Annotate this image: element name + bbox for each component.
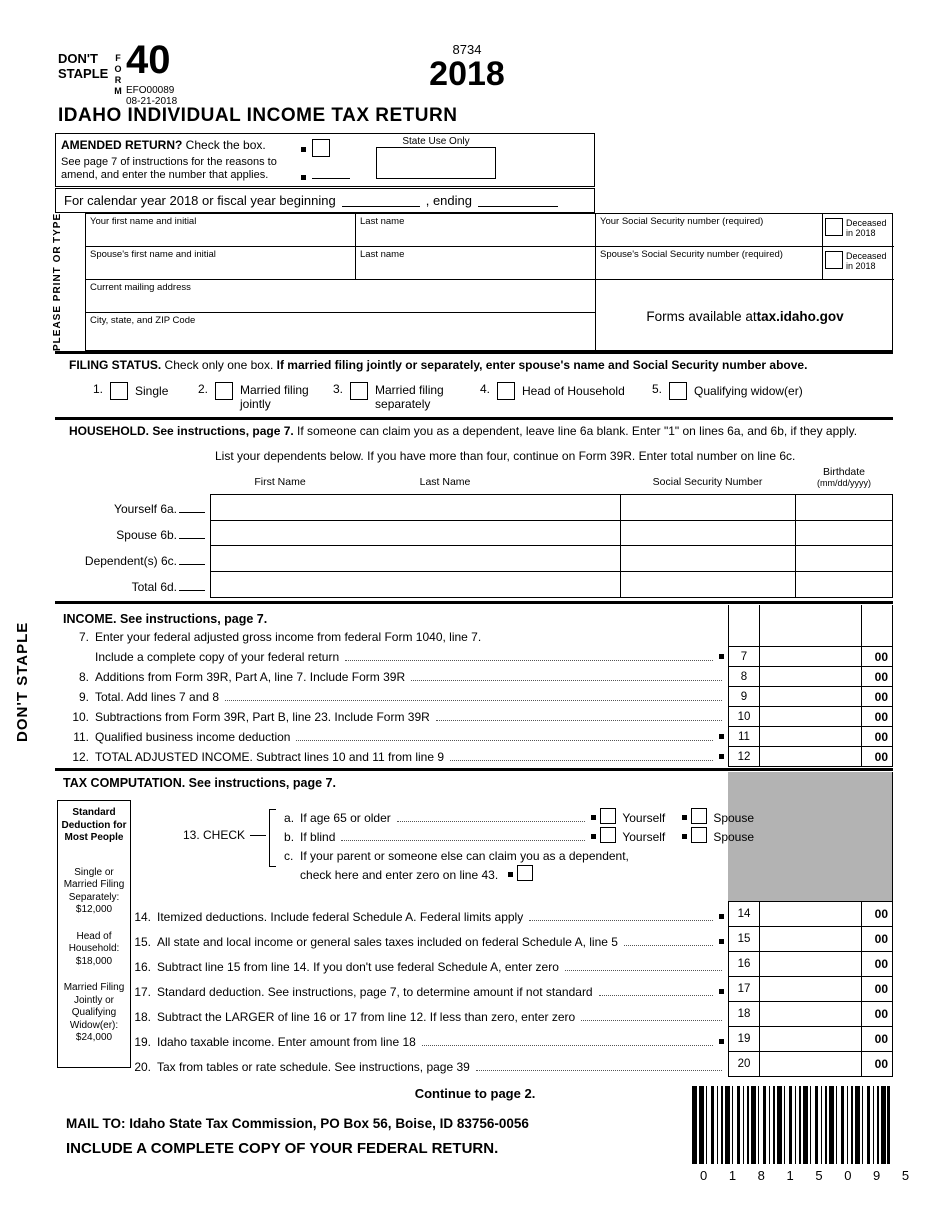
section-divider <box>55 601 893 604</box>
line-9-text: Total. Add lines 7 and 8 <box>95 690 220 704</box>
household-row-label-spouse: Spouse 6b. <box>55 528 205 542</box>
column-header-first-name: First Name <box>254 476 306 488</box>
amended-note-line2: amend, and enter the number that applies. <box>61 169 269 181</box>
line-12-box-number: 12 <box>728 747 760 766</box>
section-divider <box>55 768 893 771</box>
line-13b-row <box>284 825 754 844</box>
last-name-field[interactable] <box>356 214 596 247</box>
line-8-cents: 00 <box>861 667 892 686</box>
line-13-bracket <box>269 809 276 867</box>
income-header-columns <box>728 605 893 629</box>
line-19-number: 19. <box>134 1035 151 1049</box>
line-12-row <box>728 747 893 767</box>
line-17-number: 17. <box>134 985 151 999</box>
household-section <box>55 424 893 601</box>
line-17-text: Standard deduction. See instructions, page 7, to determine amount if not standard <box>157 985 593 999</box>
calendar-year-row <box>55 188 595 213</box>
line-14-amount[interactable] <box>760 902 861 926</box>
line-12-number: 12. <box>72 750 89 764</box>
line-13c-row2 <box>284 863 754 882</box>
line-14-box-number: 14 <box>728 902 760 926</box>
dont-staple-warning <box>58 52 108 82</box>
spouse-last-name-label: Last name <box>360 249 405 260</box>
blind-spouse-checkbox[interactable] <box>691 827 707 843</box>
line-14-number: 14. <box>134 910 151 924</box>
dot-leader <box>476 1070 722 1071</box>
filing-checkbox-head-of-household[interactable] <box>497 382 515 400</box>
dot-leader <box>296 740 713 741</box>
amended-return-checkbox[interactable] <box>312 139 330 157</box>
calendar-ending-label: , ending <box>425 193 472 208</box>
line-10-number: 10. <box>72 710 89 724</box>
yourself-label: Yourself <box>622 830 666 844</box>
fiscal-year-beginning-field[interactable] <box>342 194 420 207</box>
filing-status-option-single <box>93 382 168 400</box>
line-10-box-number: 10 <box>728 707 760 726</box>
line-13c-text2: check here and enter zero on line 43. <box>300 868 499 882</box>
line-20-amount[interactable] <box>760 1052 861 1076</box>
line-6d-field[interactable] <box>179 581 205 591</box>
line-13a-letter: a. <box>284 811 295 825</box>
line-15-number: 15. <box>134 935 151 949</box>
line-11-number: 11. <box>73 730 89 744</box>
doc-code: 8734 <box>452 42 482 57</box>
line-15-row <box>728 927 893 952</box>
line-19-amount[interactable] <box>760 1027 861 1051</box>
line-9-number: 9. <box>78 690 89 704</box>
line-17-cents: 00 <box>861 977 892 1001</box>
filing-checkbox-married-separately[interactable] <box>350 382 368 400</box>
age65-spouse-checkbox[interactable] <box>691 808 707 824</box>
line-6c-field[interactable] <box>179 555 205 565</box>
last-name-label: Last name <box>360 216 405 227</box>
deceased-label: Deceased in 2018 <box>846 218 887 239</box>
line-20-cents: 00 <box>861 1052 892 1076</box>
option-label: Qualifying widow(er) <box>694 384 803 398</box>
line-15-box-number: 15 <box>728 927 760 951</box>
line-16-text: Subtract line 15 from line 14. If you don't use federal Schedule A, enter zero <box>157 960 559 974</box>
line-11-cents: 00 <box>861 727 892 746</box>
filing-status-option-head-of-household <box>480 382 625 400</box>
line-7-text: Enter your federal adjusted gross income from federal Form 1040, line 7. <box>95 630 482 644</box>
line-17-box-number: 17 <box>728 977 760 1001</box>
line-19-row <box>728 1027 893 1052</box>
form-word-vertical: FORM <box>113 53 123 97</box>
filing-checkbox-single[interactable] <box>110 382 128 400</box>
bullet-marker <box>591 815 596 820</box>
line-10-text: Subtractions from Form 39R, Part B, line 23. Include Form 39R <box>95 710 430 724</box>
income-section <box>55 605 893 767</box>
line-8-text: Additions from Form 39R, Part A, line 7. Include Form 39R <box>95 670 406 684</box>
side-label-line2: TYPE <box>52 213 63 244</box>
city-state-zip-label: City, state, and ZIP Code <box>90 315 196 326</box>
household-heading: HOUSEHOLD. See instructions, page 7. If someone can claim you as a dependent, leave line 6a blank. Enter "1" on lines 6a, and 6b, if they apply. <box>69 424 858 438</box>
option-label: Married filing jointly <box>240 383 309 411</box>
line-13-dash <box>250 835 266 836</box>
line-20-number: 20. <box>134 1060 151 1074</box>
option-label: Married filing separately <box>375 383 444 411</box>
filing-status-section <box>55 358 893 414</box>
line-7-cents: 00 <box>861 647 892 666</box>
line-13-check-block <box>183 806 754 882</box>
line-10-cents: 00 <box>861 707 892 726</box>
spouse-ssn-field[interactable] <box>596 247 823 280</box>
option-number: 5. <box>652 382 663 396</box>
standard-deduction-hoh: Head of Household: $18,000 <box>68 930 120 967</box>
line-13a-row <box>284 806 754 825</box>
dot-leader <box>411 680 722 681</box>
line-10-amount[interactable] <box>760 707 861 726</box>
spouse-first-name-field[interactable] <box>86 247 356 280</box>
first-name-field[interactable] <box>86 214 356 247</box>
column-header-last-name: Last Name <box>419 476 471 488</box>
line-16-number: 16. <box>134 960 151 974</box>
forms-available-note <box>596 280 894 352</box>
identity-grid <box>85 213 893 351</box>
dot-leader <box>529 920 713 921</box>
bullet-marker <box>682 834 687 839</box>
line-7-number: 7. <box>78 630 89 644</box>
line-12-cents: 00 <box>861 747 892 766</box>
line-20-box-number: 20 <box>728 1052 760 1076</box>
line-7-row <box>728 647 893 667</box>
bullet-marker <box>591 834 596 839</box>
calendar-prefix: For calendar year 2018 or fiscal year beginning <box>64 193 336 208</box>
line-11-row <box>728 727 893 747</box>
spouse-deceased-checkbox[interactable] <box>825 251 843 269</box>
standard-deduction-mfj: Married Filing Jointly or Qualifying Widow(er): $24,000 <box>63 982 125 1043</box>
dependent-birthdate-cell-2[interactable] <box>796 521 892 547</box>
line-13b-text: If blind <box>300 830 336 844</box>
bullet-marker <box>719 989 724 994</box>
filing-status-heading: FILING STATUS. Check only one box. If married filing jointly or separately, enter spouse's name and Social Security number above. <box>69 358 808 372</box>
line-8-number: 8. <box>78 670 89 684</box>
option-number: 4. <box>480 382 491 396</box>
line-8-amount[interactable] <box>760 667 861 686</box>
line-13-label: 13. CHECK <box>183 828 246 842</box>
line-8-box-number: 8 <box>728 667 760 686</box>
line-6a-field[interactable] <box>179 503 205 513</box>
dependent-birthdate-cell-4[interactable] <box>796 572 892 598</box>
section-divider <box>55 417 893 420</box>
dot-leader <box>624 945 713 946</box>
ssn-field[interactable] <box>596 214 823 247</box>
line-18-row <box>728 1002 893 1027</box>
spouse-last-name-field[interactable] <box>356 247 596 280</box>
mailing-address-field[interactable] <box>86 280 596 313</box>
dot-leader <box>225 700 722 701</box>
dot-leader <box>436 720 722 721</box>
ssn-label: Your Social Security number (required) <box>600 216 764 227</box>
dot-leader <box>581 1020 722 1021</box>
filing-status-option-qualifying-widower <box>652 382 803 400</box>
fiscal-year-ending-field[interactable] <box>478 194 558 207</box>
section-divider <box>55 351 893 354</box>
line-13c-letter: c. <box>284 849 294 863</box>
dependent-ssn-cell-3[interactable] <box>621 546 796 572</box>
line-18-cents: 00 <box>861 1002 892 1026</box>
line-18-amount[interactable] <box>760 1002 861 1026</box>
line-16-amount[interactable] <box>760 952 861 976</box>
yourself-label: Yourself <box>622 811 666 825</box>
birthdate-format-hint: (mm/dd/yyyy) <box>817 478 871 488</box>
please-print-or-type-label <box>52 213 82 351</box>
line-16-box-number: 16 <box>728 952 760 976</box>
tax-computation-section <box>55 772 893 1078</box>
line-13b-letter: b. <box>284 830 295 844</box>
barcode-digits: 0 1 8 1 5 0 9 5 <box>700 1168 919 1183</box>
bullet-marker <box>719 1039 724 1044</box>
line-18-text: Subtract the LARGER of line 16 or 17 from line 12. If less than zero, enter zero <box>157 1010 576 1024</box>
line-9-amount[interactable] <box>760 687 861 706</box>
line-11-text: Qualified business income deduction <box>95 730 291 744</box>
dot-leader <box>450 760 713 761</box>
mail-to-instruction: MAIL TO: Idaho State Tax Commission, PO Box 56, Boise, ID 83756-0056 <box>66 1116 529 1131</box>
line-17-row <box>728 977 893 1002</box>
dependent-ssn-cell-1[interactable] <box>621 495 796 521</box>
spouse-deceased-label: Deceased in 2018 <box>846 251 887 272</box>
line-19-text: Idaho taxable income. Enter amount from line 18 <box>157 1035 416 1049</box>
state-use-only-block <box>376 136 496 179</box>
side-label-line1: PLEASE PRINT OR <box>52 245 63 351</box>
dot-leader <box>341 840 585 841</box>
line-7-amount[interactable] <box>760 647 861 666</box>
option-number: 1. <box>93 382 104 396</box>
line-15-cents: 00 <box>861 927 892 951</box>
amended-question <box>61 138 266 152</box>
revision-date: 08-21-2018 <box>126 96 178 107</box>
dont-staple-side-label: DON'T STAPLE <box>14 621 31 743</box>
line-12-amount[interactable] <box>760 747 861 766</box>
amended-question-bold: AMENDED RETURN? <box>61 138 183 152</box>
dot-leader <box>422 1045 713 1046</box>
line-14-cents: 00 <box>861 902 892 926</box>
bullet-marker <box>719 914 724 919</box>
form-title: IDAHO INDIVIDUAL INCOME TAX RETURN <box>58 105 458 126</box>
line-13c-text: If your parent or someone else can claim you as a dependent, <box>300 849 629 863</box>
amended-reason-field[interactable] <box>312 166 350 179</box>
line-19-box-number: 19 <box>728 1027 760 1051</box>
filing-status-option-married-separately <box>333 382 465 412</box>
dot-leader <box>345 660 713 661</box>
deceased-checkbox[interactable] <box>825 218 843 236</box>
spouse-first-name-label: Spouse's first name and initial <box>90 249 216 260</box>
dependent-name-cell-1[interactable] <box>211 495 621 521</box>
option-label: Head of Household <box>522 384 625 398</box>
line-7-box-number: 7 <box>728 647 760 666</box>
dependent-name-cell-4[interactable] <box>211 572 621 598</box>
efo-number: EFO00089 <box>126 85 175 96</box>
bullet-marker <box>719 754 724 759</box>
option-number: 3. <box>333 382 344 396</box>
filing-status-option-married-jointly <box>198 382 330 412</box>
dot-leader <box>599 995 713 996</box>
line-16-cents: 00 <box>861 952 892 976</box>
line-18-box-number: 18 <box>728 1002 760 1026</box>
amended-return-box <box>55 133 595 187</box>
age65-yourself-checkbox[interactable] <box>600 808 616 824</box>
mailing-address-label: Current mailing address <box>90 282 191 293</box>
filing-checkbox-qualifying-widower[interactable] <box>669 382 687 400</box>
spouse-label: Spouse <box>713 830 755 844</box>
dependent-name-cell-2[interactable] <box>211 521 621 547</box>
dont-staple-line2: STAPLE <box>58 65 109 81</box>
bullet-marker <box>719 654 724 659</box>
line-16-row <box>728 952 893 977</box>
tax-year: 2018 <box>429 55 505 93</box>
line-20-row <box>728 1052 893 1077</box>
dont-staple-line1: DON'T <box>58 51 98 66</box>
spouse-ssn-label: Spouse's Social Security number (required) <box>600 249 783 260</box>
option-number: 2. <box>198 382 209 396</box>
state-use-only-label: State Use Only <box>402 136 470 147</box>
line-14-row <box>728 902 893 927</box>
line-6b-field[interactable] <box>179 529 205 539</box>
household-row-label-total: Total 6d. <box>55 580 205 594</box>
claimed-dependent-checkbox[interactable] <box>517 865 533 881</box>
line-20-text: Tax from tables or rate schedule. See instructions, page 39 <box>157 1060 470 1074</box>
continue-to-page-2: Continue to page 2. <box>414 1086 536 1101</box>
line-15-text: All state and local income or general sales taxes included on federal Schedule A, line 5 <box>157 935 618 949</box>
filing-checkbox-married-jointly[interactable] <box>215 382 233 400</box>
line-17-amount[interactable] <box>760 977 861 1001</box>
bullet-marker <box>301 147 306 152</box>
spouse-label: Spouse <box>713 811 755 825</box>
column-header-birthdate: Birthdate (mm/dd/yyyy) <box>795 466 893 488</box>
line-11-box-number: 11 <box>728 727 760 746</box>
amended-question-rest: Check the box. <box>182 138 266 152</box>
dot-leader <box>565 970 722 971</box>
column-header-ssn: Social Security Number <box>652 476 763 488</box>
state-use-only-box <box>376 147 496 179</box>
line-12-text: TOTAL ADJUSTED INCOME. Subtract lines 10 and 11 from line 9 <box>95 750 445 764</box>
bullet-marker <box>719 939 724 944</box>
dependent-ssn-cell-4[interactable] <box>621 572 796 598</box>
line-11-amount[interactable] <box>760 727 861 746</box>
household-row-label-dependents: Dependent(s) 6c. <box>55 554 205 568</box>
dependent-ssn-cell-2[interactable] <box>621 521 796 547</box>
city-state-zip-field[interactable] <box>86 313 596 352</box>
line-18-number: 18. <box>134 1010 151 1024</box>
line-9-cents: 00 <box>861 687 892 706</box>
spouse-deceased-cell <box>823 247 894 280</box>
amended-note-line1: See page 7 of instructions for the reasons to <box>61 156 277 168</box>
dependent-birthdate-cell-1[interactable] <box>796 495 892 521</box>
tax-lines <box>55 902 893 1077</box>
bullet-marker <box>682 815 687 820</box>
line-7-box-top <box>728 629 893 647</box>
dependents-table <box>210 494 893 598</box>
line-7-text2: Include a complete copy of your federal return <box>95 650 340 664</box>
household-subheading: List your dependents below. If you have more than four, continue on Form 39R. Enter total number on line 6c. <box>215 449 796 463</box>
line-13c-row <box>284 844 754 863</box>
bullet-marker <box>508 872 513 877</box>
bullet-marker <box>301 175 306 180</box>
dependent-name-cell-3[interactable] <box>211 546 621 572</box>
include-federal-return-instruction: INCLUDE A COMPLETE COPY OF YOUR FEDERAL RETURN. <box>66 1140 499 1157</box>
dependent-birthdate-cell-3[interactable] <box>796 546 892 572</box>
blind-yourself-checkbox[interactable] <box>600 827 616 843</box>
standard-deduction-title: Standard Deduction for Most People <box>61 807 127 843</box>
deceased-cell <box>823 214 894 247</box>
line-13a-text: If age 65 or older <box>300 811 391 825</box>
line-14-text: Itemized deductions. Include federal Schedule A. Federal limits apply <box>157 910 524 924</box>
dot-leader <box>397 821 586 822</box>
line-9-box-number: 9 <box>728 687 760 706</box>
line-8-row <box>728 667 893 687</box>
line-15-amount[interactable] <box>760 927 861 951</box>
form-number: 40 <box>126 38 171 82</box>
forms-available-site[interactable]: tax.idaho.gov <box>756 308 844 324</box>
standard-deduction-single: Single or Married Filing Separately: $12,000 <box>63 866 125 915</box>
bullet-marker <box>719 734 724 739</box>
option-label: Single <box>135 384 169 398</box>
household-row-label-yourself: Yourself 6a. <box>55 502 205 516</box>
first-name-label: Your first name and initial <box>90 216 197 227</box>
barcode <box>692 1086 890 1164</box>
income-heading: INCOME. See instructions, page 7. <box>63 612 268 626</box>
tax-computation-heading: TAX COMPUTATION. See instructions, page 7. <box>63 776 336 790</box>
line-9-row <box>728 687 893 707</box>
line-10-row <box>728 707 893 727</box>
forms-available-prefix: Forms available at <box>646 308 757 324</box>
line-19-cents: 00 <box>861 1027 892 1051</box>
